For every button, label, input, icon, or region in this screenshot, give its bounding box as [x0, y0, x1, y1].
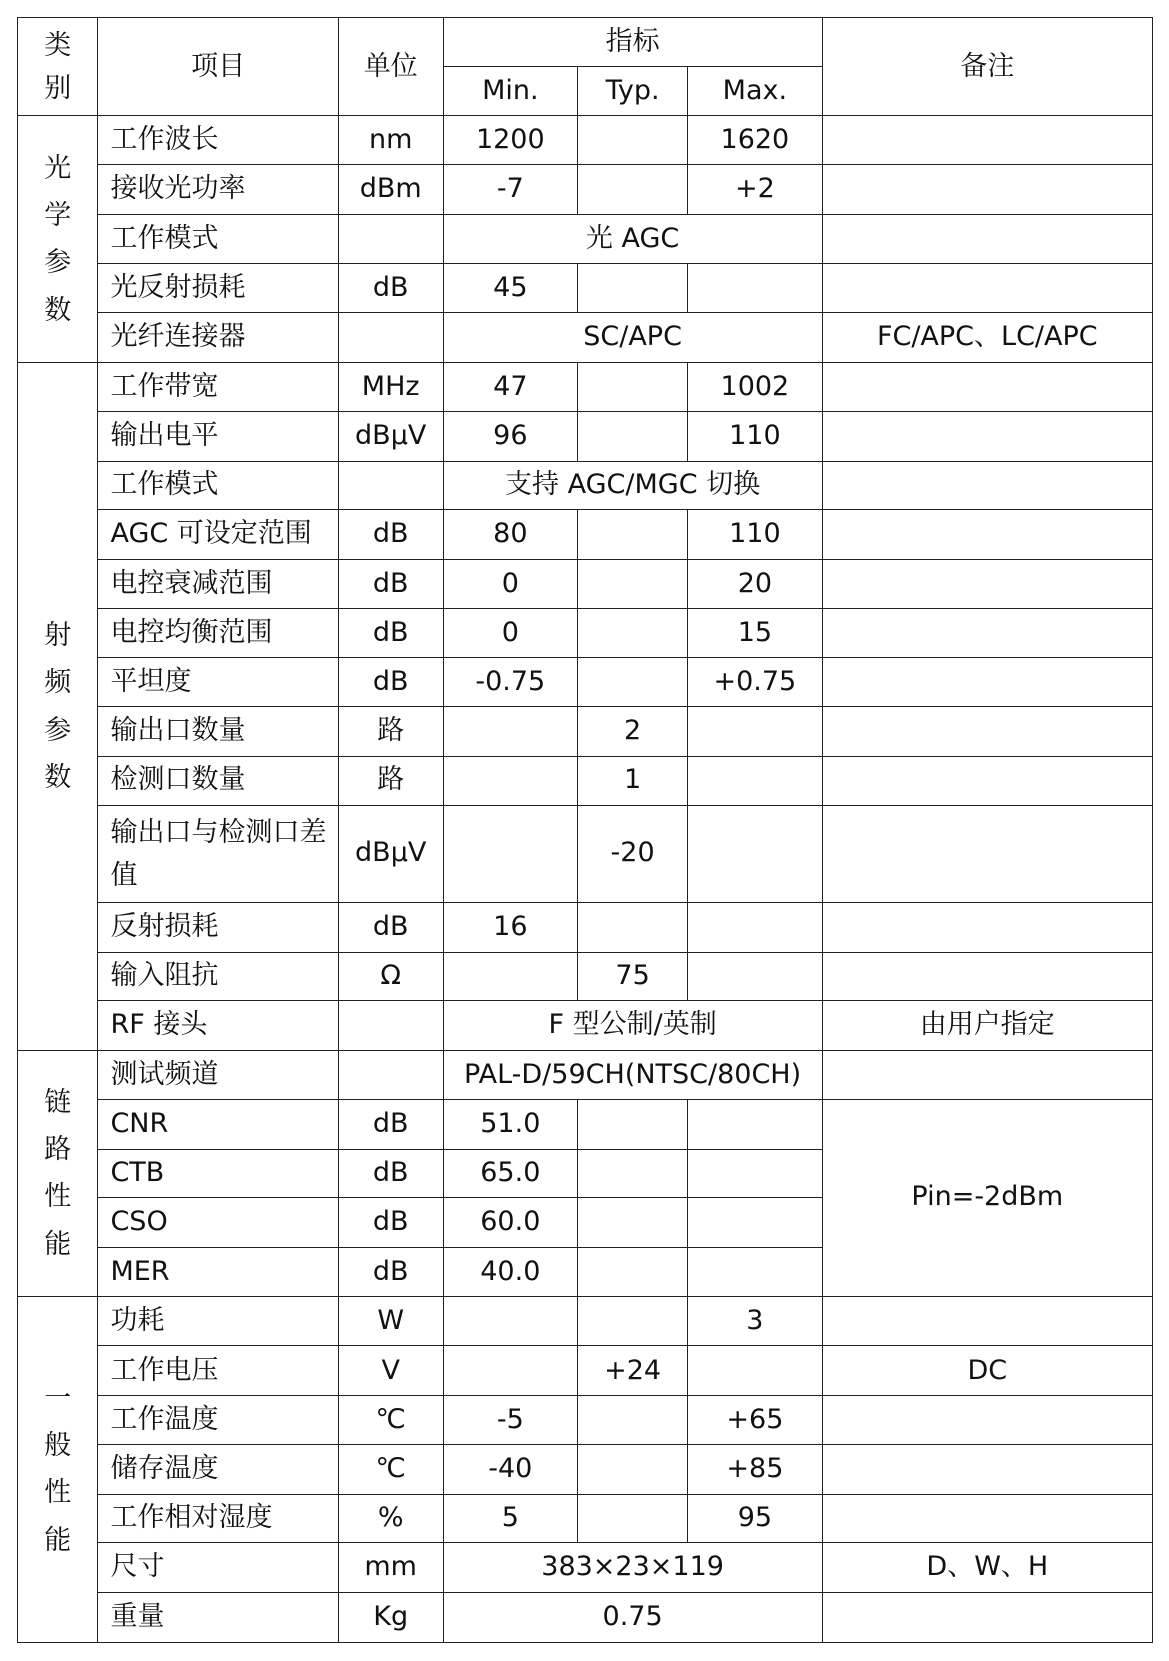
row-name: 输出口数量: [98, 707, 338, 757]
row-note: [822, 658, 1152, 707]
row-max: [688, 952, 822, 1001]
row-max: 95: [688, 1494, 822, 1543]
row-value: PAL-D/59CH(NTSC/80CH): [443, 1051, 822, 1100]
row-min: [443, 1346, 577, 1396]
row-unit: Ω: [338, 952, 443, 1001]
row-name: 光纤连接器: [98, 313, 338, 363]
table-row: [18, 461, 1153, 510]
row-max: 3: [688, 1296, 822, 1346]
row-min: -5: [443, 1396, 577, 1445]
row-note: [822, 214, 1152, 263]
row-unit: dBm: [338, 165, 443, 215]
row-name: 反射损耗: [98, 902, 338, 952]
row-value: 支持 AGC/MGC 切换: [443, 461, 822, 510]
table-row: [18, 1051, 1153, 1100]
spec-table: [17, 17, 1153, 1643]
row-note: FC/APC、LC/APC: [822, 313, 1152, 363]
row-note: [822, 756, 1152, 805]
row-unit: 路: [338, 707, 443, 757]
row-unit: [338, 1051, 443, 1100]
row-name: 接收光功率: [98, 165, 338, 215]
table-row: [18, 1543, 1153, 1593]
row-typ: [578, 608, 688, 658]
row-name: 工作模式: [98, 214, 338, 263]
row-unit: [338, 313, 443, 363]
row-unit: mm: [338, 1543, 443, 1593]
header-typ: Typ.: [578, 66, 688, 116]
row-typ: [578, 902, 688, 952]
row-note: [822, 1593, 1152, 1643]
table-row: [18, 411, 1153, 461]
header-item: 项目: [98, 18, 338, 116]
row-note: [822, 461, 1152, 510]
row-min: 0: [443, 608, 577, 658]
table-row: [18, 608, 1153, 658]
row-max: +2: [688, 165, 822, 215]
row-note: [822, 805, 1152, 902]
row-unit: MHz: [338, 363, 443, 412]
row-name: 输出口与检测口差值: [98, 805, 338, 902]
row-typ: [578, 263, 688, 313]
row-name: 工作电压: [98, 1346, 338, 1396]
row-unit: [338, 461, 443, 510]
row-value: 383×23×119: [443, 1543, 822, 1593]
row-typ: [578, 1396, 688, 1445]
row-unit: ℃: [338, 1396, 443, 1445]
table-row: [18, 559, 1153, 608]
row-max: [688, 1099, 822, 1149]
category-optical: 光学参数: [18, 116, 98, 363]
row-max: +85: [688, 1444, 822, 1494]
row-min: 60.0: [443, 1198, 577, 1248]
row-note: [822, 116, 1152, 165]
category-link: 链路性能: [18, 1051, 98, 1297]
row-name: CSO: [98, 1198, 338, 1248]
header-max: Max.: [688, 66, 822, 116]
row-max: [688, 1346, 822, 1396]
table-row: [18, 1001, 1153, 1051]
row-name: 光反射损耗: [98, 263, 338, 313]
row-name: 尺寸: [98, 1543, 338, 1593]
row-max: [688, 805, 822, 902]
row-name: CNR: [98, 1099, 338, 1149]
row-typ: [578, 559, 688, 608]
row-name: CTB: [98, 1149, 338, 1198]
row-unit: dB: [338, 1099, 443, 1149]
row-typ: [578, 1444, 688, 1494]
row-unit: nm: [338, 116, 443, 165]
table-row: [18, 1494, 1153, 1543]
header-row: [18, 18, 1153, 67]
row-max: 110: [688, 411, 822, 461]
row-unit: [338, 214, 443, 263]
row-typ: -20: [578, 805, 688, 902]
row-min: 5: [443, 1494, 577, 1543]
row-note: DC: [822, 1346, 1152, 1396]
row-min: 40.0: [443, 1247, 577, 1296]
row-value: 光 AGC: [443, 214, 822, 263]
row-max: 110: [688, 510, 822, 560]
row-note: [822, 1444, 1152, 1494]
row-name: 工作带宽: [98, 363, 338, 412]
row-note: [822, 165, 1152, 215]
table-row: [18, 805, 1153, 902]
row-name: 测试频道: [98, 1051, 338, 1100]
row-unit: V: [338, 1346, 443, 1396]
table-row: [18, 313, 1153, 363]
row-max: 1620: [688, 116, 822, 165]
row-note: [822, 510, 1152, 560]
row-unit: W: [338, 1296, 443, 1346]
row-typ: +24: [578, 1346, 688, 1396]
row-name: 电控衰减范围: [98, 559, 338, 608]
row-name: MER: [98, 1247, 338, 1296]
row-note: Pin=-2dBm: [822, 1099, 1152, 1296]
row-name: 电控均衡范围: [98, 608, 338, 658]
table-row: [18, 1099, 1153, 1149]
row-name: 功耗: [98, 1296, 338, 1346]
table-row: [18, 1346, 1153, 1396]
row-unit: 路: [338, 756, 443, 805]
row-max: [688, 756, 822, 805]
table-row: [18, 510, 1153, 560]
row-typ: [578, 165, 688, 215]
row-min: -7: [443, 165, 577, 215]
row-min: [443, 952, 577, 1001]
row-min: 51.0: [443, 1099, 577, 1149]
row-typ: 1: [578, 756, 688, 805]
row-min: 45: [443, 263, 577, 313]
row-unit: dB: [338, 658, 443, 707]
row-unit: dB: [338, 608, 443, 658]
row-unit: dB: [338, 1247, 443, 1296]
row-typ: [578, 116, 688, 165]
row-note: [822, 1051, 1152, 1100]
row-note: [822, 1396, 1152, 1445]
row-min: 16: [443, 902, 577, 952]
table-row: [18, 1296, 1153, 1346]
row-name: 工作模式: [98, 461, 338, 510]
table-row: [18, 952, 1153, 1001]
row-note: [822, 411, 1152, 461]
row-min: 1200: [443, 116, 577, 165]
row-typ: 75: [578, 952, 688, 1001]
table-row: [18, 1444, 1153, 1494]
row-min: 96: [443, 411, 577, 461]
row-max: [688, 1198, 822, 1248]
row-note: [822, 952, 1152, 1001]
row-max: [688, 902, 822, 952]
row-max: +65: [688, 1396, 822, 1445]
table-row: [18, 165, 1153, 215]
row-name: 检测口数量: [98, 756, 338, 805]
row-name: 输出电平: [98, 411, 338, 461]
row-min: 65.0: [443, 1149, 577, 1198]
row-unit: dB: [338, 1149, 443, 1198]
header-unit: 单位: [338, 18, 443, 116]
row-name: 平坦度: [98, 658, 338, 707]
row-note: [822, 559, 1152, 608]
row-unit: ℃: [338, 1444, 443, 1494]
row-max: +0.75: [688, 658, 822, 707]
row-typ: 2: [578, 707, 688, 757]
row-min: [443, 1296, 577, 1346]
row-note: 由用户指定: [822, 1001, 1152, 1051]
row-note: [822, 608, 1152, 658]
header-category: 类别: [18, 18, 98, 116]
table-row: [18, 1593, 1153, 1643]
row-max: [688, 263, 822, 313]
row-max: 20: [688, 559, 822, 608]
row-note: D、W、H: [822, 1543, 1152, 1593]
row-max: 15: [688, 608, 822, 658]
row-max: 1002: [688, 363, 822, 412]
table-row: [18, 658, 1153, 707]
row-typ: [578, 658, 688, 707]
row-max: [688, 707, 822, 757]
row-note: [822, 1494, 1152, 1543]
table-row: [18, 363, 1153, 412]
table-row: [18, 707, 1153, 757]
row-note: [822, 707, 1152, 757]
row-typ: [578, 411, 688, 461]
row-min: [443, 805, 577, 902]
table-row: [18, 263, 1153, 313]
row-unit: dB: [338, 263, 443, 313]
row-typ: [578, 1149, 688, 1198]
row-unit: dB: [338, 510, 443, 560]
row-note: [822, 363, 1152, 412]
row-name: 输入阻抗: [98, 952, 338, 1001]
row-name: 重量: [98, 1593, 338, 1643]
row-note: [822, 263, 1152, 313]
table-row: [18, 756, 1153, 805]
row-value: 0.75: [443, 1593, 822, 1643]
table-row: [18, 1396, 1153, 1445]
row-typ: [578, 1247, 688, 1296]
row-typ: [578, 1296, 688, 1346]
header-min: Min.: [443, 66, 577, 116]
row-value: F 型公制/英制: [443, 1001, 822, 1051]
row-min: 0: [443, 559, 577, 608]
category-rf: 射频参数: [18, 363, 98, 1051]
row-name: 工作温度: [98, 1396, 338, 1445]
row-name: RF 接头: [98, 1001, 338, 1051]
row-typ: [578, 510, 688, 560]
category-general: 一般性能: [18, 1296, 98, 1642]
row-note: [822, 1296, 1152, 1346]
row-note: [822, 902, 1152, 952]
row-unit: dB: [338, 1198, 443, 1248]
header-note: 备注: [822, 18, 1152, 116]
row-name: 工作相对湿度: [98, 1494, 338, 1543]
row-typ: [578, 1099, 688, 1149]
table-row: [18, 902, 1153, 952]
row-max: [688, 1247, 822, 1296]
row-unit: dB: [338, 559, 443, 608]
row-value: SC/APC: [443, 313, 822, 363]
row-max: [688, 1149, 822, 1198]
row-min: [443, 756, 577, 805]
row-unit: Kg: [338, 1593, 443, 1643]
row-min: 47: [443, 363, 577, 412]
row-min: -0.75: [443, 658, 577, 707]
table-row: [18, 116, 1153, 165]
row-unit: dBμV: [338, 805, 443, 902]
table-row: [18, 214, 1153, 263]
row-typ: [578, 1198, 688, 1248]
row-name: 储存温度: [98, 1444, 338, 1494]
row-name: 工作波长: [98, 116, 338, 165]
row-unit: [338, 1001, 443, 1051]
row-unit: %: [338, 1494, 443, 1543]
row-min: [443, 707, 577, 757]
row-unit: dB: [338, 902, 443, 952]
row-name: AGC 可设定范围: [98, 510, 338, 560]
row-min: 80: [443, 510, 577, 560]
row-typ: [578, 1494, 688, 1543]
row-typ: [578, 363, 688, 412]
row-min: -40: [443, 1444, 577, 1494]
header-spec: 指标: [443, 18, 822, 67]
row-unit: dBμV: [338, 411, 443, 461]
